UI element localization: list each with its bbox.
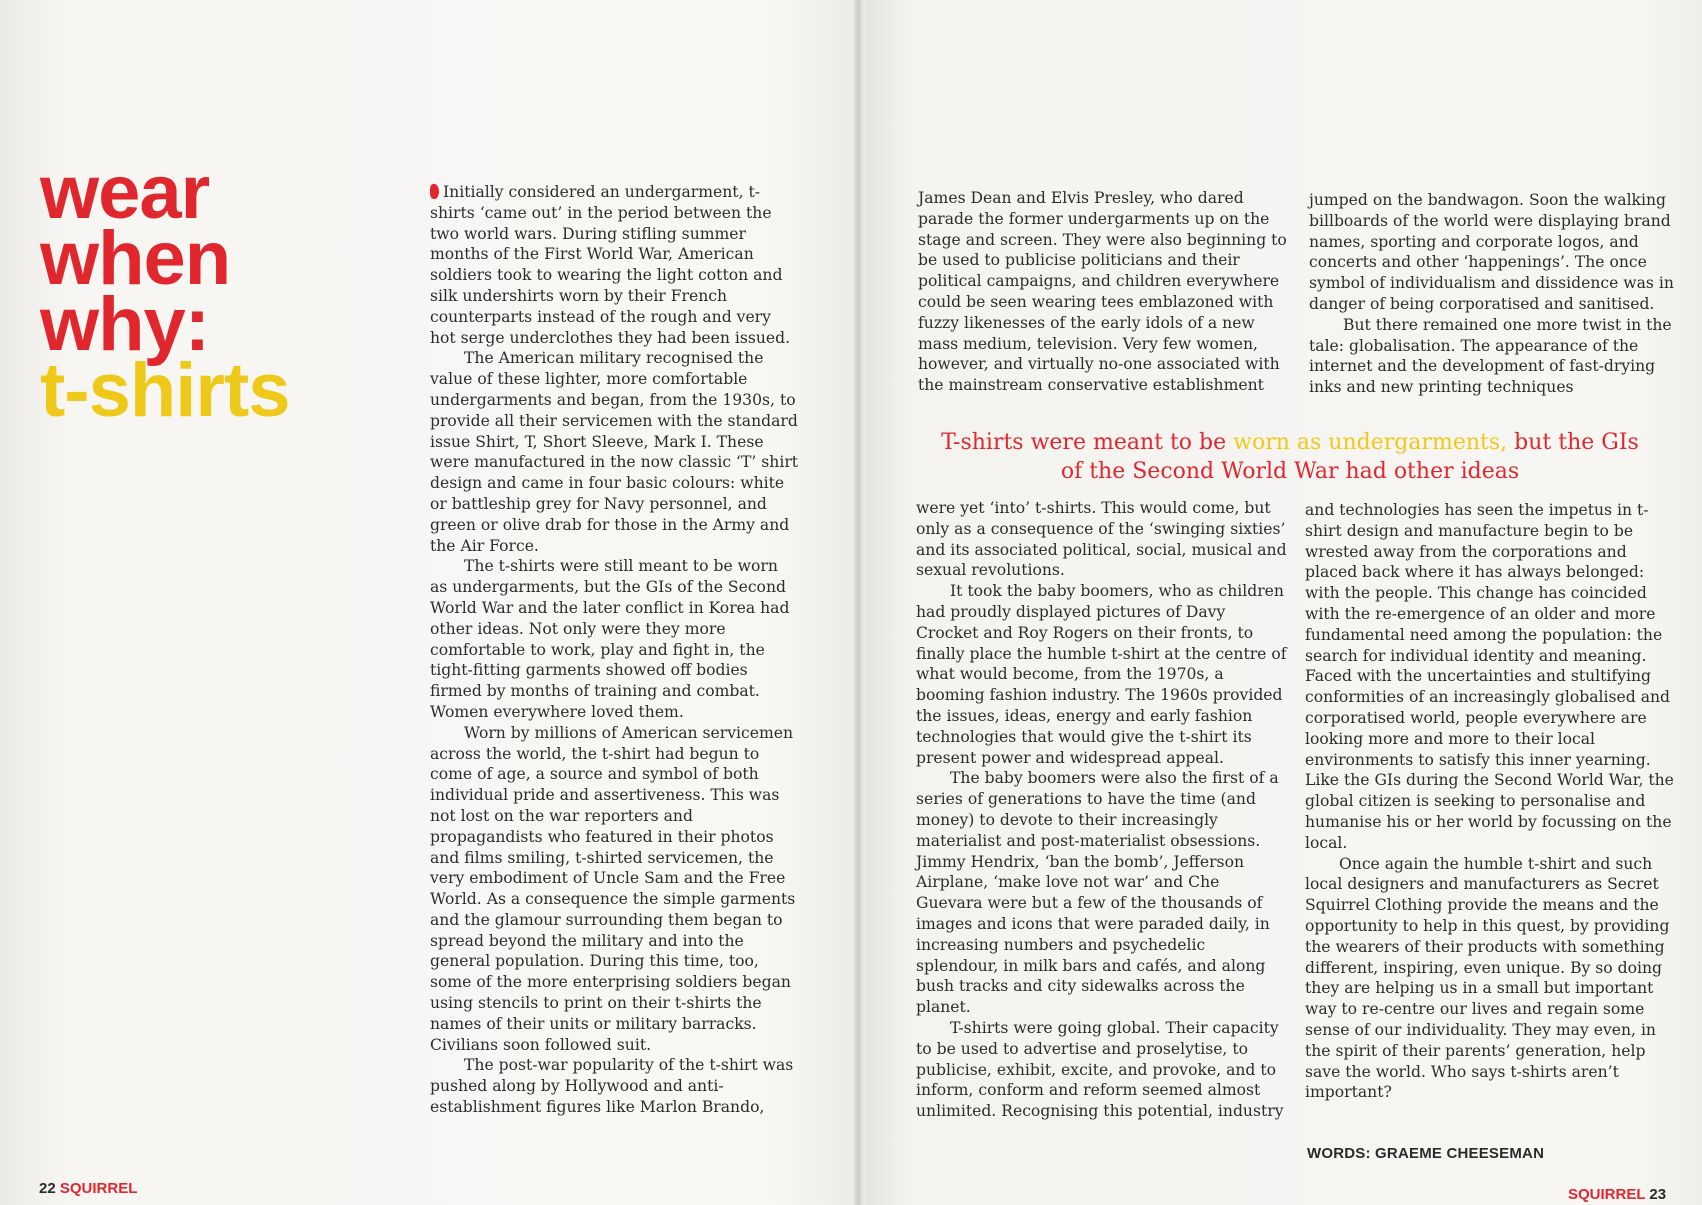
drop-bullet-icon (430, 184, 439, 199)
body-column-2 (918, 188, 1288, 396)
pull-quote-text-end: but the GIs of the Second World War had other ideas (1060, 430, 1639, 484)
paragraph: and technologies has seen the impetus in t-shirt design and manufacture begin to be wrested away from the corporations and placed back where it has always belonged: with the people. This change has coincided with the re-emergence of an older and more fundamental need among the population: the search for individual identity and meaning. Faced with the uncertainties and stultifying conformities of an increasingly globalised and corporatised world, people everywhere are looking more and more to their local environments to satisfy this inner yearning. Like the GIs during the Second World War, the global citizen is seeking to personalise and humanise his or her world by focussing on the local. (1305, 501, 1674, 852)
pull-quote-highlight: worn as undergarments, (1233, 430, 1508, 455)
author-credit: WORDS: GRAEME CHEESEMAN (1307, 1145, 1545, 1162)
paragraph: But there remained one more twist in the tale: globalisation. The appearance of the internet and the development of fast-drying inks and new printing techniques (1309, 315, 1672, 397)
page-number: 22 (39, 1180, 56, 1197)
body-column-1 (430, 182, 800, 1118)
headline-line-3: why: (40, 282, 210, 367)
paragraph: Once again the humble t-shirt and such local designers and manufacturers as Secret Squirrel Clothing provide the means and the opportunity to help in this quest, by providing the wearers of their products with something different, inspiring, even unique. By so doing they are helping us in a small but important way to re-centre our lives and regain some sense of our individuality. They may even, in the spirit of their parents’ generation, help save the world. Who says t-shirts aren’t important? (1305, 854, 1670, 1102)
headline-line-1: wear (40, 150, 210, 235)
paragraph: It took the baby boomers, who as children had proudly displayed pictures of Davy Crocket and Roy Rogers on their fronts, to finally place the humble t-shirt at the centre of what would become, from the 1970s, a booming fashion industry. The 1960s provided the issues, ideas, energy and early fashion technologies that would give the t-shirt its present power and widespread appeal. (916, 582, 1287, 767)
paragraph: The baby boomers were also the first of a series of generations to have the time (and money) to devote to their increasingly materialist and post-materialist obsessions. Jimmy Hendrix, ‘ban the bomb’, Jefferson Airplane, ‘make love not war’ and Che Guevara were but a few of the thousands of images and icons that were paraded daily, in increasing numbers and psychedelic splendour, in milk bars and cafés, and along bush tracks and city sidewalks across the planet. (916, 769, 1279, 1017)
magazine-name: SQUIRREL (1568, 1186, 1646, 1203)
paragraph: jumped on the bandwagon. Soon the walking billboards of the world were displaying brand names, sporting and corporate logos, and concerts and other ‘happenings’. The once symbol of individualism and dissidence was in danger of being corporatised and sanitised. (1309, 191, 1674, 313)
folio-right (1568, 1186, 1666, 1203)
body-column-3 (1309, 190, 1679, 398)
paragraph: The post-war popularity of the t-shirt was pushed along by Hollywood and anti-establishment figures like Marlon Brando, (430, 1056, 794, 1117)
headline (40, 150, 290, 433)
paragraph: The t-shirts were still meant to be worn as undergarments, but the GIs of the Second World War and the later conflict in Korea had other ideas. Not only were they more comfortable to work, play and fight in, the tight-fitting garments showed off bodies firmed by months of training and combat. Women everywhere loved them. (430, 557, 790, 721)
spine-gutter (852, 0, 866, 1205)
body-column-4 (916, 498, 1288, 1122)
paragraph: Worn by millions of American servicemen across the world, the t-shirt had begun to come of age, a source and symbol of both individual pride and assertiveness. This was not lost on the war reporters and propagandists who featured in their photos and films smiling, t-shirted servicemen, the very embodiment of Uncle Sam and the Free World. As a consequence the simple garments and the glamour surrounding them began to spread beyond the military and into the general population. During this time, too, some of the more enterprising soldiers began using stencils to print on their t-shirts the names of their units or military barracks. Civilians soon followed suit. (430, 723, 796, 1054)
headline-line-2: when (40, 216, 231, 301)
paragraph: James Dean and Elvis Presley, who dared parade the former undergarments up on the stage and screen. They were also beginning to be used to publicise politicians and their political campaigns, and children everywhere could be seen wearing tees emblazoned with fuzzy likenesses of the early idols of a new mass medium, television. Very few women, however, and virtually no-one associated with the mainstream conservative establishment (918, 189, 1287, 395)
body-column-5 (1305, 500, 1677, 1103)
magazine-name: SQUIRREL (59, 1180, 138, 1197)
headline-line-4: t-shirts (40, 348, 290, 433)
pull-quote (930, 428, 1650, 486)
folio-left (39, 1180, 137, 1197)
paragraph: T-shirts were going global. Their capacity to be used to advertise and proselytise, to publicise, exhibit, excite, and provoke, and to inform, conform and reform seemed almost unlimited. Recognising this potential, industry (916, 1018, 1284, 1121)
page-number: 23 (1649, 1186, 1667, 1203)
paragraph (430, 182, 800, 348)
paragraph-text: Initially considered an undergarment, t-shirts ‘came out’ in the period between the two world wars. During stifling summer months of the First World War, American soldiers took to wearing the light cotton and silk undershirts worn by their French counterparts instead of the rough and very hot serge underclothes they had been issued. (430, 183, 791, 347)
pull-quote-text: T-shirts were meant to be (941, 430, 1234, 455)
paragraph: The American military recognised the value of these lighter, more comfortable undergarments and began, from the 1930s, to provide all their servicemen with the standard issue Shirt, T, Short Sleeve, Mark I. These were manufactured in the now classic ‘T’ shirt design and came in four basic colours: white or battleship grey for Navy personnel, and green or olive drab for those in the Army and the Air Force. (430, 349, 799, 555)
paragraph: were yet ‘into’ t-shirts. This would come, but only as a consequence of the ‘swinging sixties’ and its associated political, social, musical and sexual revolutions. (916, 499, 1287, 580)
